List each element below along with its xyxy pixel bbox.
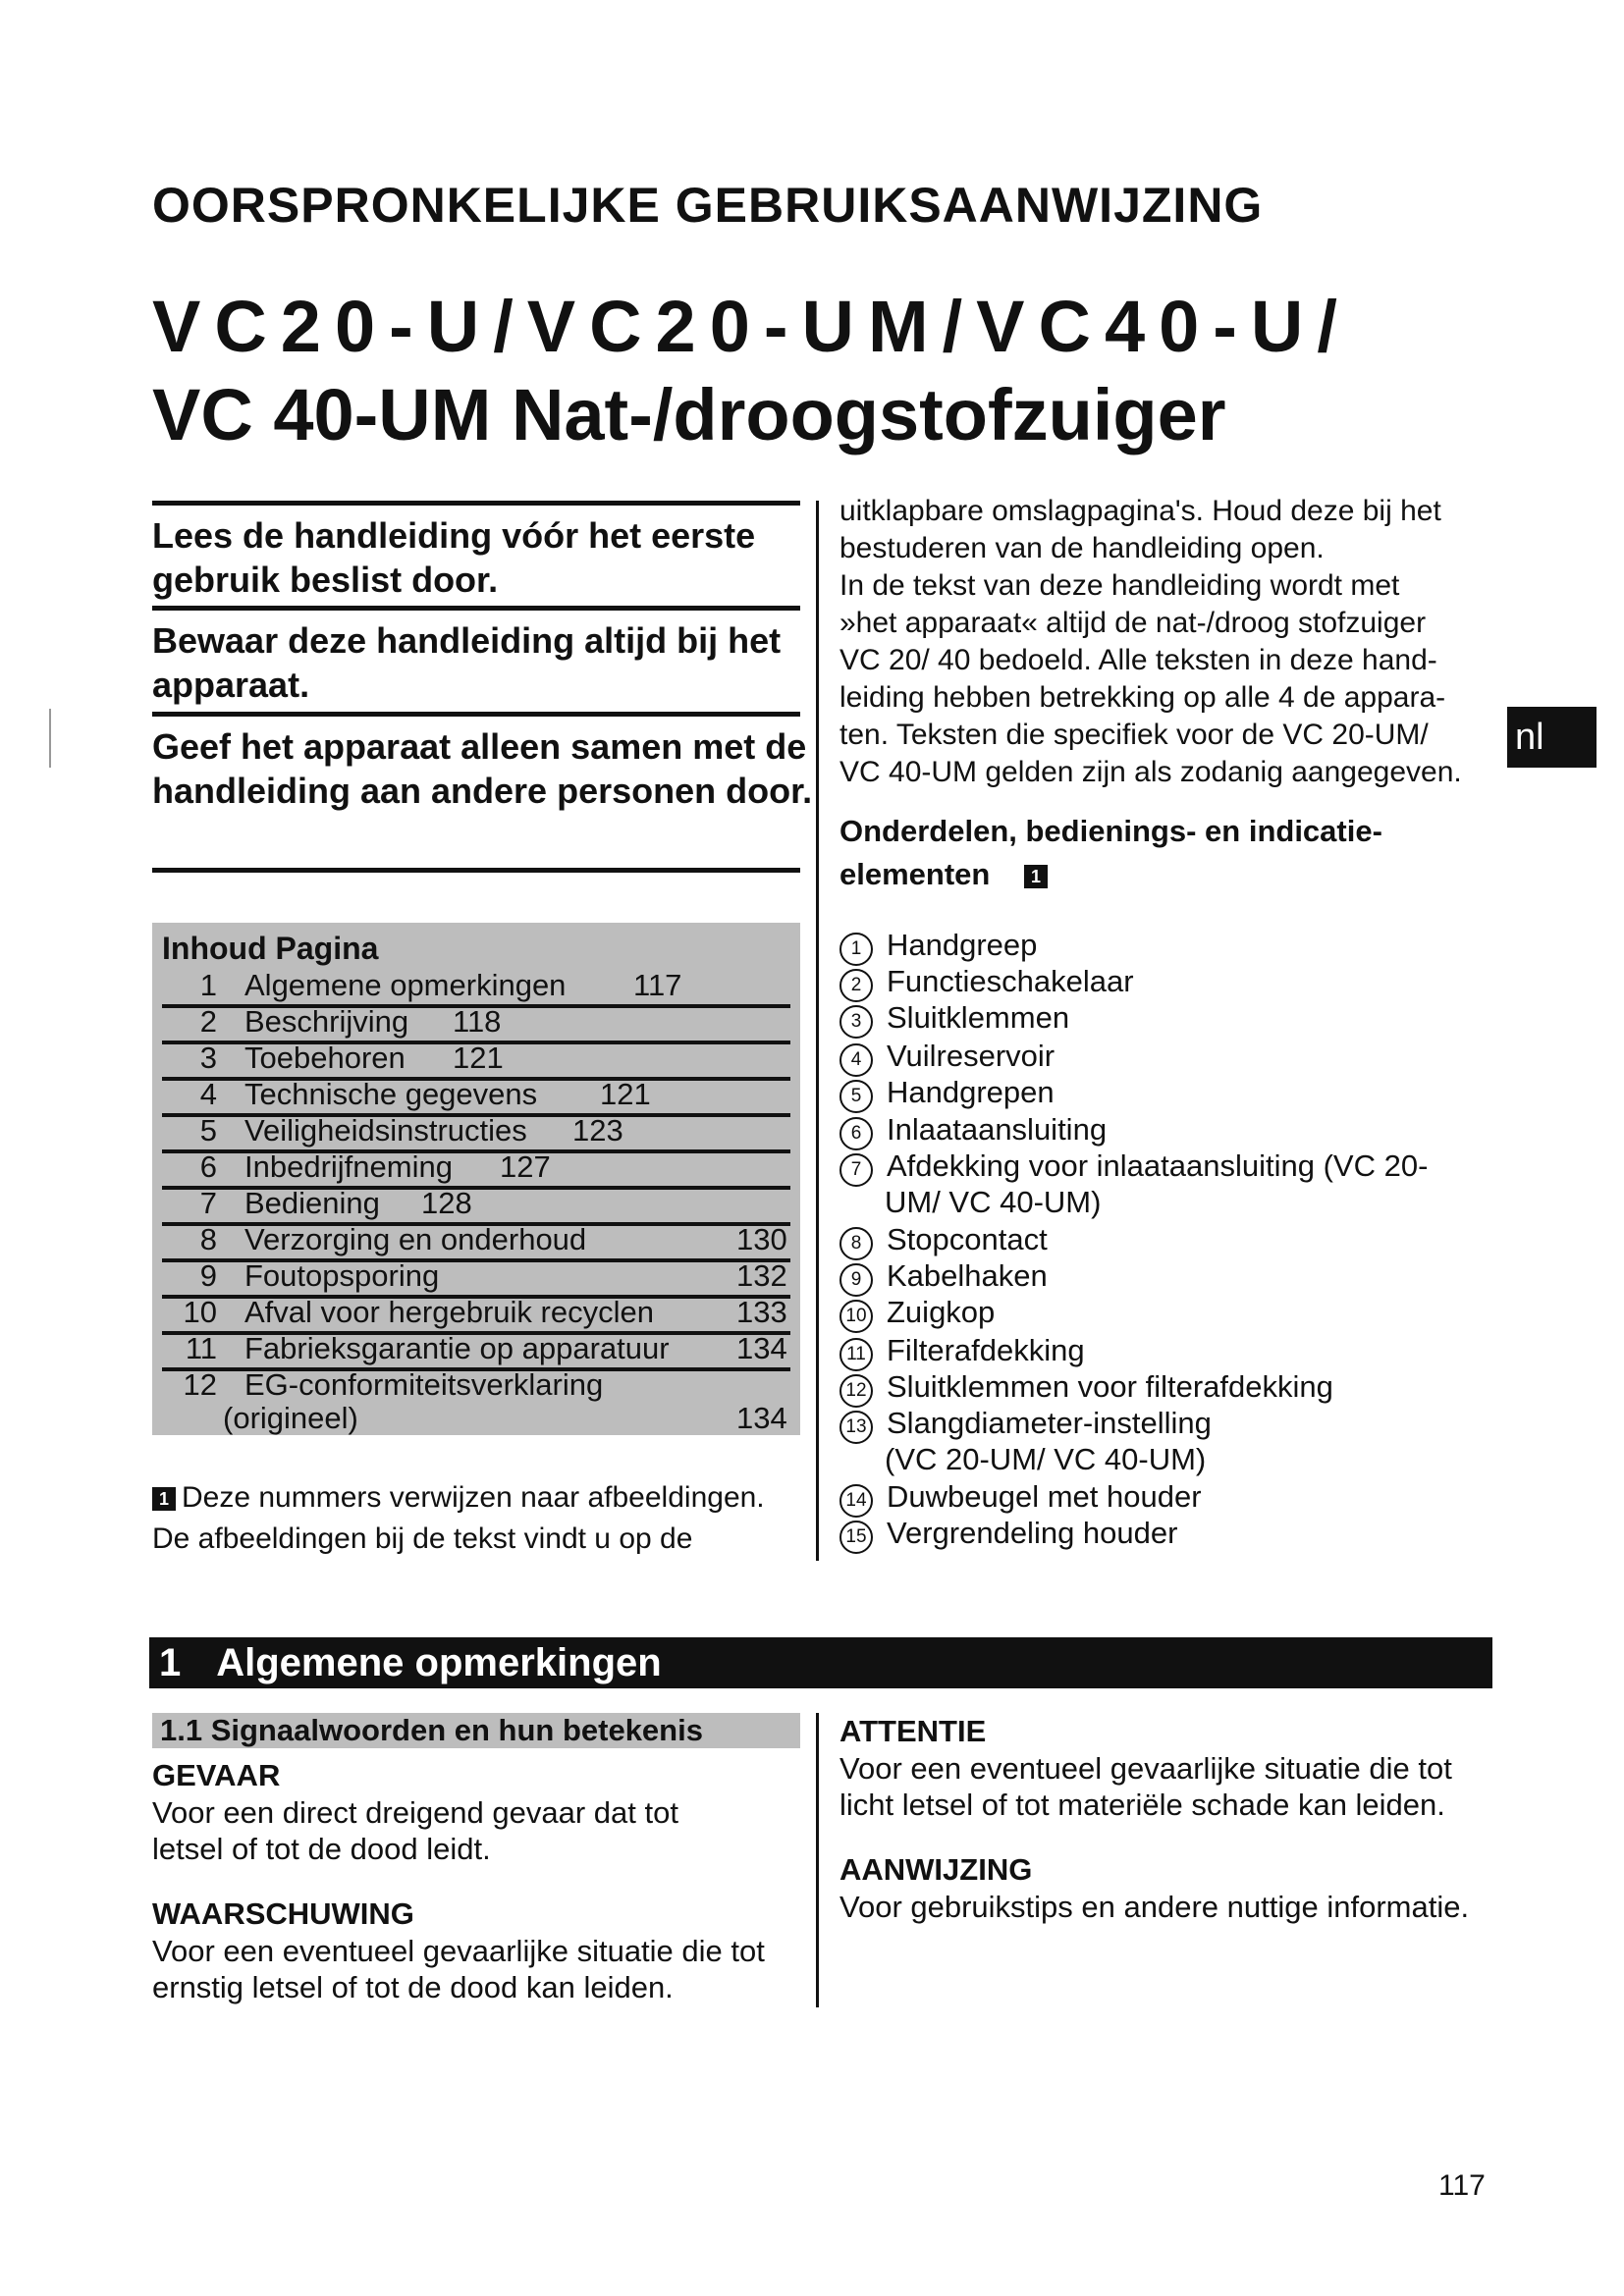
toc-label-cont: (origineel) (223, 1401, 358, 1435)
toc-num: 1 (199, 968, 217, 1002)
item-label: Vuilreservoir (887, 1039, 1056, 1073)
signal-text: Voor een direct dreigend gevaar dat tot (152, 1795, 678, 1830)
notice-keep: Bewaar deze handleiding altijd bij het apparaat. (152, 620, 782, 705)
toc-page: 127 (500, 1149, 551, 1184)
toc-label: Inbedrijfneming (244, 1149, 453, 1184)
toc-label: Technische gegevens (244, 1077, 538, 1111)
list-item (839, 1039, 1055, 1076)
notice-read: Lees de handleiding vóór het eerste gebruik beslist door. (152, 515, 756, 600)
toc-header: Inhoud Pagina (162, 931, 379, 966)
document-heading: OORSPRONKELIJKE GEBRUIKSAANWIJZING (152, 178, 1264, 233)
toc-row[interactable] (162, 1367, 790, 1435)
column-divider-top (816, 501, 819, 1561)
figure-footnote (152, 1477, 810, 1519)
toc-label: Fabrieksgarantie op apparatuur (244, 1331, 670, 1365)
toc-page: 121 (453, 1041, 504, 1075)
toc-row[interactable] (162, 1222, 790, 1262)
list-item (839, 1479, 1202, 1517)
toc-row[interactable] (162, 968, 790, 1008)
item-number-circle: 5 (839, 1080, 873, 1113)
toc-num: 9 (199, 1258, 217, 1293)
list-item (839, 1516, 1177, 1553)
toc-page: 118 (453, 1004, 502, 1039)
figure-number-badge: 1 (152, 1487, 176, 1511)
item-number-circle: 10 (839, 1300, 873, 1333)
item-number-circle: 14 (839, 1484, 873, 1518)
section-heading (149, 1637, 1492, 1688)
signal-label-attentie: ATTENTIE (839, 1714, 987, 1748)
parts-heading: Onderdelen, bedienings- en indicatie- (839, 814, 1382, 848)
intro-line: VC 40-UM gelden zijn als zodanig aangegeven. (839, 756, 1462, 788)
toc-page: 134 (736, 1401, 787, 1435)
footnote-line-1: Deze nummers verwijzen naar afbeeldingen. (182, 1481, 765, 1514)
list-item (839, 1000, 1069, 1038)
item-number-circle: 2 (839, 969, 873, 1002)
toc-label: Veiligheidsinstructies (244, 1113, 527, 1148)
item-label: Inlaataansluiting (887, 1112, 1108, 1147)
item-label: Handgrepen (887, 1075, 1055, 1109)
toc-num: 7 (199, 1186, 217, 1220)
item-number-circle: 3 (839, 1005, 873, 1039)
signal-text: Voor een eventueel gevaarlijke situatie die tot (152, 1934, 765, 1968)
rule-2 (152, 712, 800, 717)
intro-line: bestuderen van de handleiding open. (839, 532, 1325, 564)
signal-label-gevaar: GEVAAR (152, 1758, 281, 1792)
toc-num: 10 (183, 1295, 217, 1329)
list-item (839, 1075, 1055, 1112)
toc-row[interactable] (162, 1113, 790, 1153)
toc-row[interactable] (162, 1041, 790, 1081)
item-label: Duwbeugel met houder (887, 1479, 1202, 1514)
toc-page: 132 (736, 1258, 787, 1293)
signal-text: ernstig letsel of tot de dood kan leiden. (152, 1970, 674, 2004)
parts-heading-line-2 (839, 853, 1488, 896)
signal-text: Voor gebruikstips en andere nuttige informatie. (839, 1890, 1470, 1924)
list-item (839, 1258, 1048, 1296)
item-number-circle: 15 (839, 1521, 873, 1554)
rule-3 (152, 868, 800, 873)
toc-page: 133 (736, 1295, 787, 1329)
rule-1 (152, 606, 800, 611)
figure-number-badge: 1 (1024, 865, 1048, 888)
toc-num: 8 (199, 1222, 217, 1256)
subsection-heading (152, 1713, 800, 1748)
toc-page: 121 (600, 1077, 651, 1111)
toc-label: Verzorging en onderhoud (244, 1222, 587, 1256)
intro-line: In de tekst van deze handleiding wordt met (839, 569, 1400, 602)
toc-page: 128 (421, 1186, 472, 1220)
list-item (839, 1295, 995, 1332)
item-number-circle: 12 (839, 1374, 873, 1408)
item-label-cont: (VC 20-UM/ VC 40-UM) (885, 1442, 1207, 1476)
title-line-2: VC 40-UM Nat-/droogstofzuiger (152, 374, 1226, 455)
item-label: Stopcontact (887, 1222, 1048, 1256)
toc-num: 12 (183, 1367, 217, 1402)
footnote-line-2: De afbeeldingen bij de tekst vindt u op de (152, 1522, 693, 1555)
list-item (839, 964, 1134, 1001)
toc-label: Afval voor hergebruik recyclen (244, 1295, 654, 1329)
toc-label: Toebehoren (244, 1041, 406, 1075)
toc-row[interactable] (162, 1258, 790, 1299)
section-number: 1 (159, 1641, 182, 1684)
signal-text: Voor een eventueel gevaarlijke situatie die tot (839, 1751, 1452, 1786)
item-number-circle: 7 (839, 1153, 873, 1187)
intro-line: VC 20/ 40 bedoeld. Alle teksten in deze hand- (839, 644, 1437, 676)
toc-label: Algemene opmerkingen (244, 968, 567, 1002)
list-item (839, 1112, 1107, 1149)
item-label: Sluitklemmen voor filterafdekking (887, 1369, 1333, 1404)
list-item (839, 1369, 1333, 1407)
intro-line: ten. Teksten die specifiek voor de VC 20-UM/ (839, 719, 1429, 751)
toc-num: 4 (199, 1077, 217, 1111)
item-label-cont: UM/ VC 40-UM) (885, 1185, 1102, 1219)
toc-num: 11 (185, 1331, 217, 1365)
intro-line: leiding hebben betrekking op alle 4 de appara- (839, 681, 1446, 714)
item-number-circle: 9 (839, 1263, 873, 1297)
section-title: Algemene opmerkingen (216, 1641, 662, 1684)
item-label: Functieschakelaar (887, 964, 1134, 998)
item-number-circle: 13 (839, 1411, 873, 1444)
language-tab: nl (1507, 707, 1597, 768)
item-label: Zuigkop (887, 1295, 996, 1329)
toc-num: 6 (199, 1149, 217, 1184)
title-line-1: VC20-U/VC20-UM/VC40-U/ (152, 286, 1351, 367)
item-label: Sluitklemmen (887, 1000, 1070, 1035)
intro-line: uitklapbare omslagpagina's. Houd deze bij het (839, 495, 1441, 527)
toc-num: 2 (199, 1004, 217, 1039)
toc-page: 130 (736, 1222, 787, 1256)
toc-label: Foutopsporing (244, 1258, 440, 1293)
item-number-circle: 8 (839, 1227, 873, 1260)
toc-label: EG-conformiteitsverklaring (244, 1367, 604, 1402)
list-item (839, 1406, 1212, 1443)
item-number-circle: 4 (839, 1043, 873, 1077)
subsection-title: 1.1 Signaalwoorden en hun betekenis (160, 1713, 703, 1747)
toc-num: 5 (199, 1113, 217, 1148)
toc-row[interactable] (162, 1295, 790, 1335)
table-of-contents (152, 923, 800, 1435)
toc-row[interactable] (162, 1186, 790, 1226)
toc-label: Beschrijving (244, 1004, 409, 1039)
item-label: Afdekking voor inlaataansluiting (VC 20- (887, 1148, 1429, 1183)
signal-label-aanwijzing: AANWIJZING (839, 1852, 1033, 1887)
item-number-circle: 11 (839, 1338, 873, 1371)
toc-row[interactable] (162, 1004, 790, 1044)
toc-row[interactable] (162, 1077, 790, 1117)
list-item (839, 1148, 1428, 1186)
item-number-circle: 6 (839, 1117, 873, 1150)
item-label: Filterafdekking (887, 1333, 1085, 1367)
notice-share: Geef het apparaat alleen samen met de handleiding aan andere personen door. (152, 726, 813, 811)
toc-label: Bediening (244, 1186, 380, 1220)
signal-label-waarschuwing: WAARSCHUWING (152, 1896, 414, 1931)
list-item (839, 1222, 1048, 1259)
toc-row[interactable] (162, 1149, 790, 1190)
column-divider-bottom (816, 1713, 819, 2007)
item-label: Slangdiameter-instelling (887, 1406, 1212, 1440)
item-label: Kabelhaken (887, 1258, 1048, 1293)
toc-page: 123 (572, 1113, 623, 1148)
item-number-circle: 1 (839, 933, 873, 966)
signal-text: letsel of tot de dood leidt. (152, 1832, 491, 1866)
item-label: Vergrendeling houder (887, 1516, 1178, 1550)
margin-mark (49, 709, 51, 768)
intro-line: »het apparaat« altijd de nat-/droog stofzuiger (839, 607, 1427, 639)
list-item (839, 928, 1037, 965)
page-number: 117 (1438, 2169, 1486, 2202)
toc-num: 3 (199, 1041, 217, 1075)
toc-page: 134 (736, 1331, 787, 1365)
toc-page: 117 (633, 968, 682, 1002)
signal-text: licht letsel of tot materiële schade kan leiden. (839, 1788, 1445, 1822)
parts-heading-text: elementen (839, 857, 991, 891)
rule-top (152, 501, 800, 506)
list-item (839, 1333, 1085, 1370)
item-label: Handgreep (887, 928, 1038, 962)
toc-row[interactable] (162, 1331, 790, 1371)
